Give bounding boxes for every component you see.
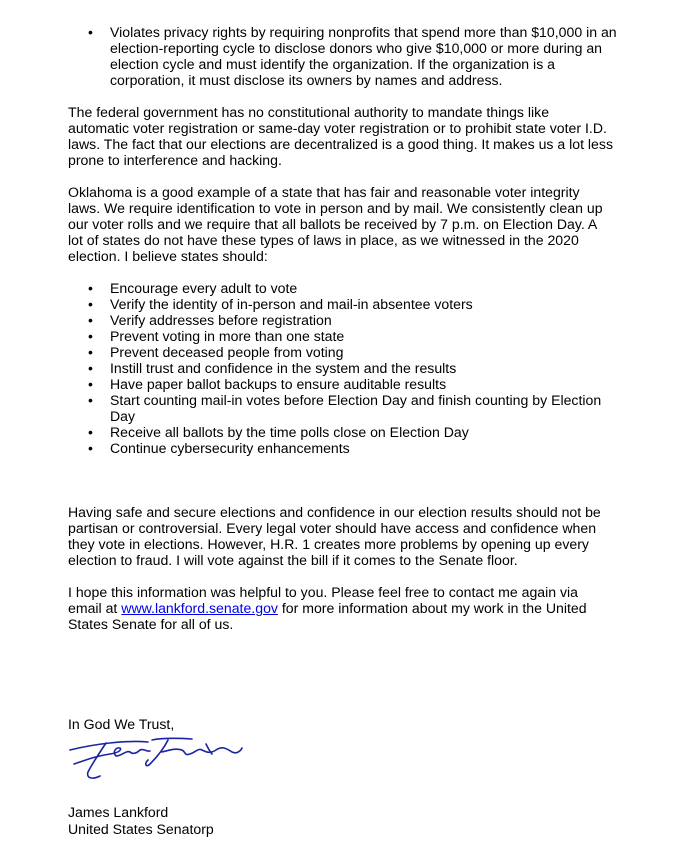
signoff: In God We Trust, (68, 716, 175, 732)
list-item: • Prevent deceased people from voting (88, 344, 628, 360)
list-item: • Verify the identity of in-person and mail-in absentee voters (88, 296, 628, 312)
states-should-list (88, 280, 628, 456)
list-item: • Have paper ballot backups to ensure auditable results (88, 376, 628, 392)
paragraph-federal-authority: The federal government has no constitutional authority to mandate things like automatic voter registration or same-day voter registration or to prohibit state voter I.D. laws. The fact that our elections are decentralized is a good thing. It makes us a lot less prone to interference and hacking. (68, 104, 613, 168)
senate-website-link[interactable]: www.lankford.senate.gov (121, 600, 278, 616)
list-item: • Prevent voting in more than one state (88, 328, 628, 344)
privacy-bullet-list (88, 24, 628, 88)
handwritten-signature (66, 734, 246, 784)
list-item: • Instill trust and confidence in the system and the results (88, 360, 628, 376)
list-item: • Verify addresses before registration (88, 312, 628, 328)
paragraph-oklahoma: Oklahoma is a good example of a state that has fair and reasonable voter integrity laws. We require identification to vote in person and by mail. We consistently clean up our voter rolls and we require that all ballots be received by 7 p.m. on Election Day. A lot of states do not have these types of laws in place, as we witnessed in the 2020 election. I believe states should: (68, 184, 603, 264)
paragraph-closing (68, 584, 613, 632)
list-item: • Receive all ballots by the time polls close on Election Day (88, 424, 628, 440)
signer-name: James Lankford (68, 804, 169, 820)
closing-text-after-link: for more information about my work in the United States Senate for all of us. (68, 600, 587, 632)
closing-text-before-link: I hope this information was helpful to you. Please feel free to contact me again via email at (68, 584, 579, 616)
paragraph-safe-elections: Having safe and secure elections and confidence in our election results should not be partisan or controversial. Every legal voter should have access and confidence when they vote in elections. However, H.R. 1 creates more problems by opening up every election to fraud. I will vote against the bill if it comes to the Senate floor. (68, 504, 601, 568)
list-item: • Start counting mail-in votes before Election Day and finish counting by Election Day (88, 392, 628, 424)
list-item: • Continue cybersecurity enhancements (88, 440, 628, 456)
list-item: • Encourage every adult to vote (88, 280, 628, 296)
signer-title: United States Senatorp (68, 821, 214, 837)
list-item: • Violates privacy rights by requiring nonprofits that spend more than $10,000 in an election-reporting cycle to disclose donors who give $10,000 or more during an election cycle and must identify the organization. If the organization is a corporation, it must disclose its owners by names and address. (88, 24, 628, 88)
